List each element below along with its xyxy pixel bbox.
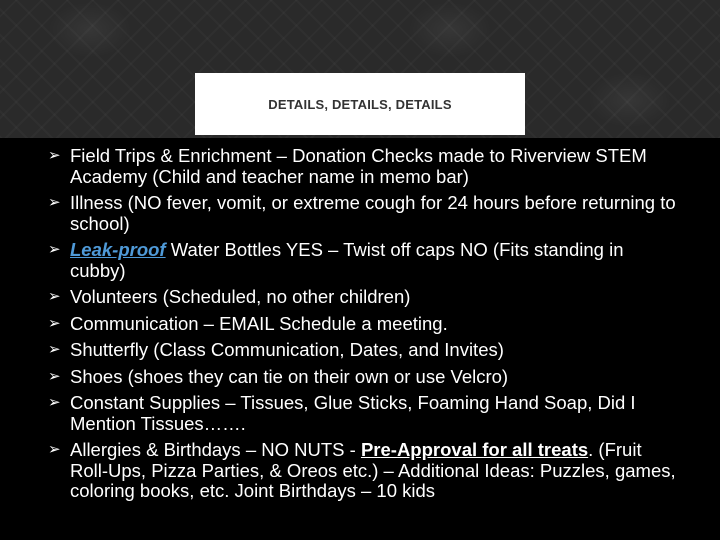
list-item — [48, 393, 678, 434]
slide-content — [0, 146, 720, 540]
arrow-bullet-icon: ➢ — [48, 341, 61, 358]
list-item — [48, 146, 678, 187]
list-item — [48, 367, 678, 388]
bullet-text: Illness (NO fever, vomit, or extreme cough for 24 hours before returning to school) — [70, 192, 676, 234]
arrow-bullet-icon: ➢ — [48, 441, 61, 458]
bullet-text: Water Bottles YES – Twist off caps NO (Fits standing in cubby) — [70, 239, 624, 281]
leak-proof-link[interactable]: Leak-proof — [70, 239, 166, 260]
list-item — [48, 287, 678, 308]
list-item — [48, 340, 678, 361]
bullet-text: Constant Supplies – Tissues, Glue Sticks, Foaming Hand Soap, Did I Mention Tissues……. — [70, 392, 636, 434]
list-item — [48, 314, 678, 335]
arrow-bullet-icon: ➢ — [48, 147, 61, 164]
bullet-text: Field Trips & Enrichment – Donation Checks made to Riverview STEM Academy (Child and teacher name in memo bar) — [70, 146, 647, 187]
title-box — [195, 73, 525, 135]
bullet-list — [0, 146, 720, 502]
pre-approval-text: Pre-Approval for all treats — [360, 439, 589, 460]
bullet-text: . (Fruit Roll-Ups, Pizza Parties, & Oreos etc.) – Additional Ideas: Puzzles, games, coloring books, etc. Joint Birthdays – 10 kids — [70, 439, 676, 501]
arrow-bullet-icon: ➢ — [48, 288, 61, 305]
list-item — [48, 240, 678, 281]
arrow-bullet-icon: ➢ — [48, 367, 61, 385]
arrow-bullet-icon: ➢ — [48, 394, 61, 411]
header-banner — [0, 0, 720, 138]
arrow-bullet-icon: ➢ — [48, 194, 61, 211]
bullet-text-pre: Allergies & Birthdays – NO NUTS - — [70, 439, 361, 460]
bullet-text: Communication – EMAIL Schedule a meeting. — [70, 312, 448, 334]
arrow-bullet-icon: ➢ — [48, 314, 61, 332]
bullet-text: Shutterfly (Class Communication, Dates, and Invites) — [70, 339, 504, 360]
bullet-text: Volunteers (Scheduled, no other children) — [70, 286, 411, 307]
slide-title: DETAILS, DETAILS, DETAILS — [268, 96, 452, 112]
list-item — [48, 440, 678, 502]
list-item — [48, 193, 678, 234]
arrow-bullet-icon: ➢ — [48, 241, 61, 258]
bullet-text: Shoes (shoes they can tie on their own or use Velcro) — [70, 365, 509, 387]
